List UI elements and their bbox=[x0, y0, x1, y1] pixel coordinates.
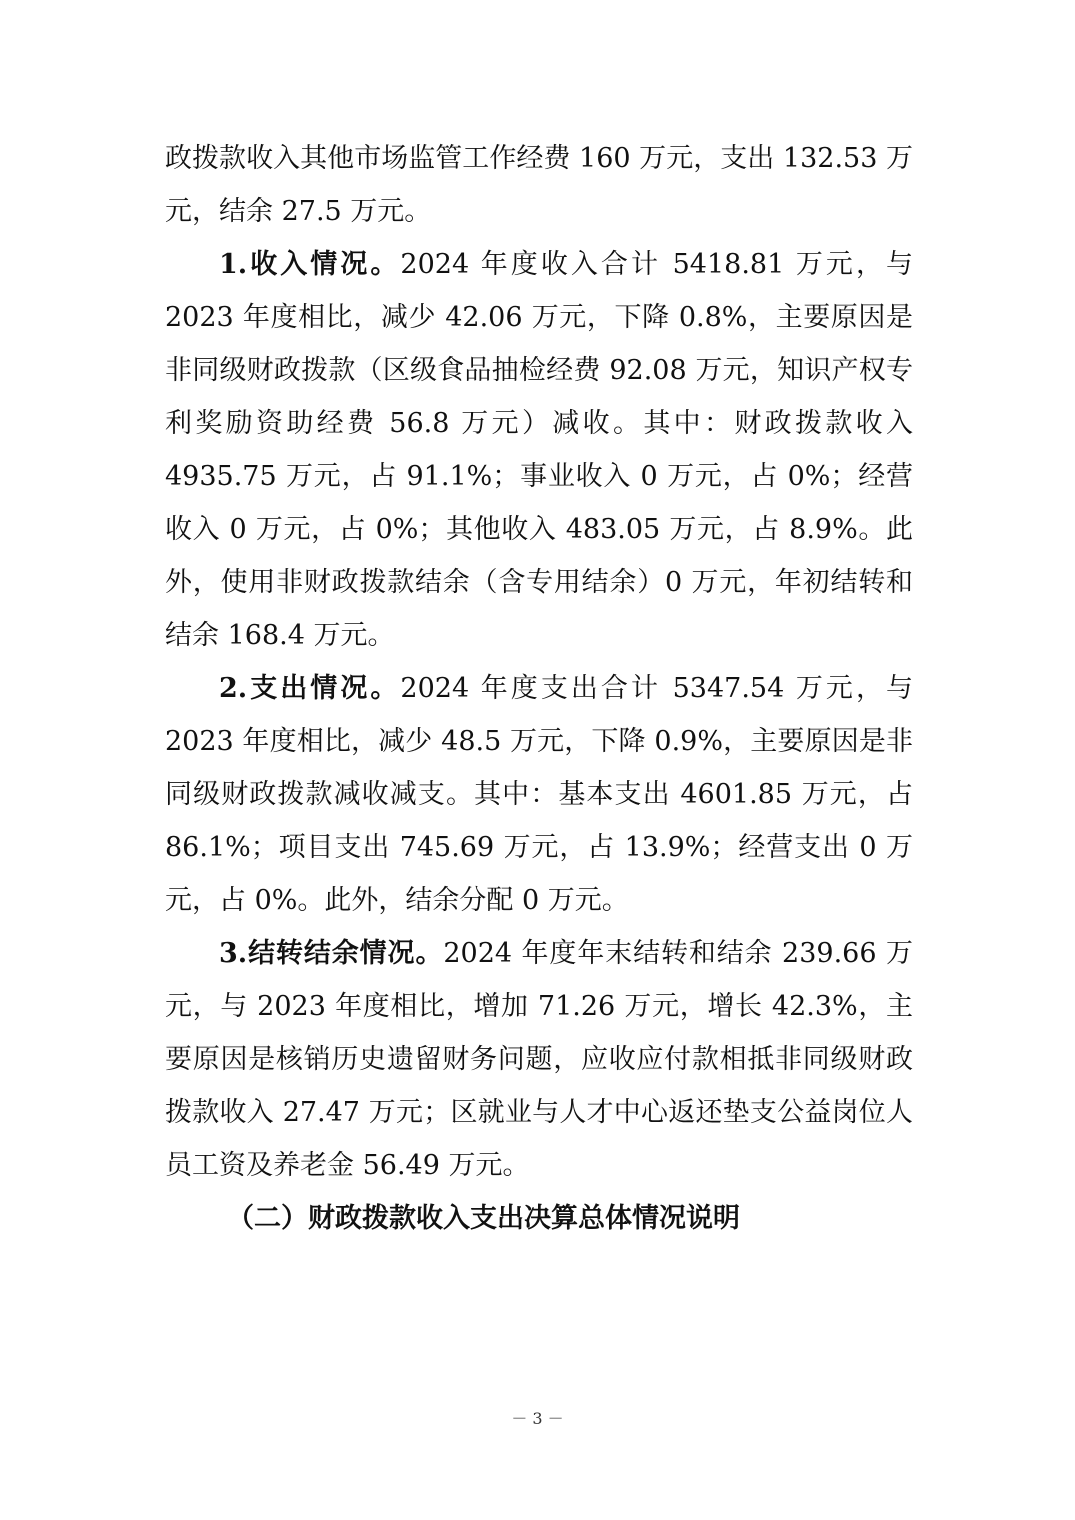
section-subheading: （二）财政拨款收入支出决算总体情况说明 bbox=[227, 1203, 740, 1234]
expenditure-paragraph bbox=[165, 662, 913, 927]
income-paragraph bbox=[165, 238, 913, 662]
balance-heading: 3.结转结余情况。 bbox=[219, 938, 444, 969]
income-heading: 1.收入情况。 bbox=[219, 249, 401, 280]
balance-text: 2024 年度年末结转和结余 239.66 万元，与 2023 年度相比，增加 71.26 万元，增长 42.3%，主要原因是核销历史遗留财务问题，应收应付款相抵非同级财政拨款收入 27.47 万元；区就业与人才中心返还垫支公益岗位人员工资及养老金 56.49 万元。 bbox=[165, 938, 914, 1181]
expenditure-heading: 2.支出情况。 bbox=[219, 673, 401, 704]
balance-paragraph bbox=[165, 927, 913, 1192]
document-body bbox=[165, 132, 913, 1245]
expenditure-text: 2024 年度支出合计 5347.54 万元，与 2023 年度相比，减少 48.5 万元，下降 0.9%，主要原因是非同级财政拨款减收减支。其中：基本支出 4601.85 万元，占 86.1%；项目支出 745.69 万元，占 13.9%；经营支出 0 万元，占 0%。此外，结余分配 0 万元。 bbox=[165, 673, 913, 916]
page-number: － 3 － bbox=[511, 1409, 564, 1428]
income-text: 2024 年度收入合计 5418.81 万元，与 2023 年度相比，减少 42.06 万元，下降 0.8%，主要原因是非同级财政拨款（区级食品抽检经费 92.08 万元，知识产权专利奖励资助经费 56.8 万元）减收。其中：财政拨款收入 4935.75 万元，占 91.1%；事业收入 0 万元，占 0%；经营收入 0 万元，占 0%；其他收入 483.05 万元，占 8.9%。此外，使用非财政拨款结余（含专用结余）0 万元，年初结转和结余 168.4 万元。 bbox=[165, 249, 913, 651]
continuation-paragraph: 政拨款收入其他市场监管工作经费 160 万元，支出 132.53 万元，结余 27.5 万元。 bbox=[165, 143, 913, 227]
